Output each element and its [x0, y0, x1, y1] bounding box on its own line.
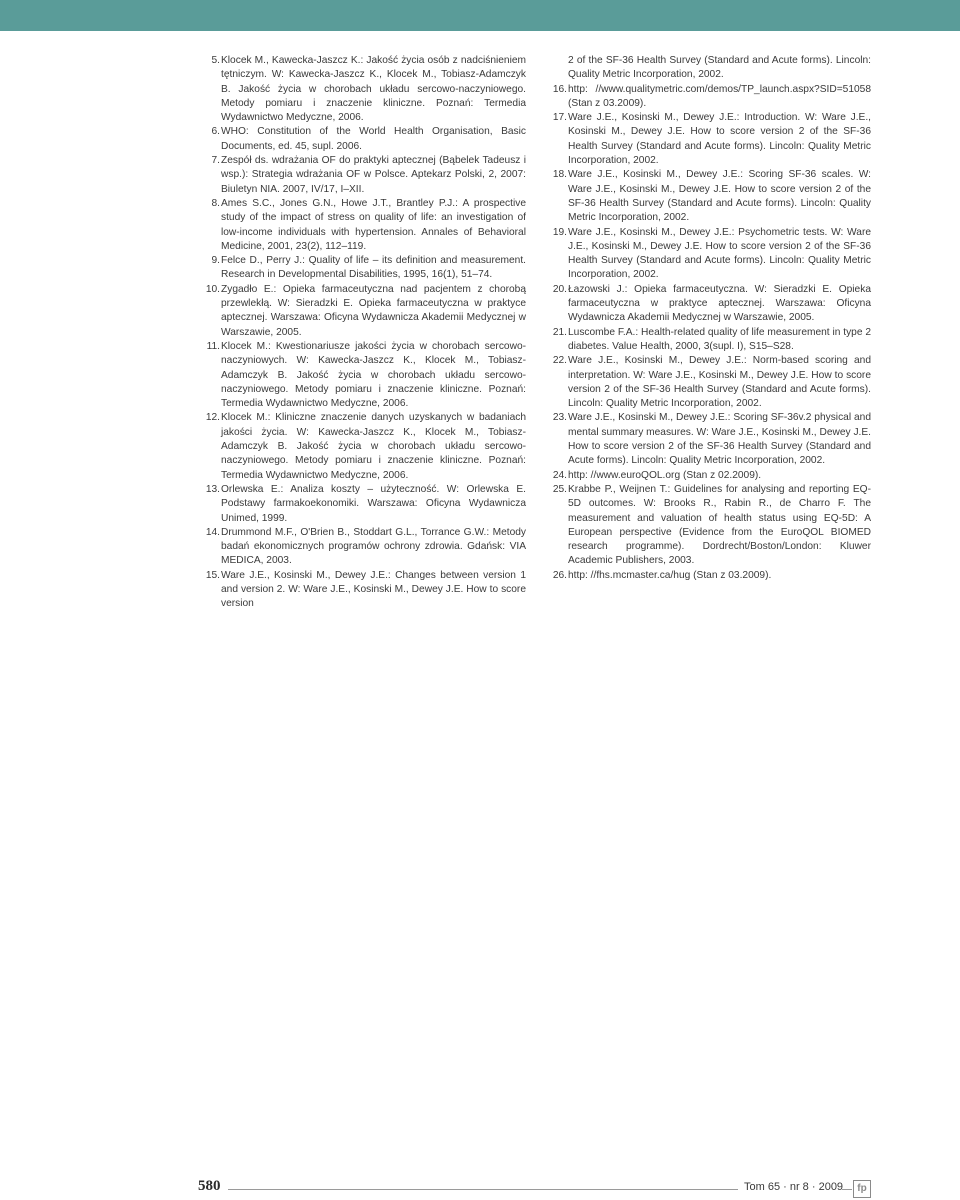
reference-item: 9. Felce D., Perry J.: Quality of life – its definition and measurement. Research in Developmental Disabilities, 1995, 16(1), 51–74. [211, 255, 526, 281]
reference-item: 19. Ware J.E., Kosinski M., Dewey J.E.: Psychometric tests. W: Ware J.E., Kosinski M., Dewey J.E. How to score version 2 of the SF-36 Health Survey (Standard and Acute forms). Lincoln: Quality Metric Incorporation, 2002. [552, 226, 871, 281]
reference-item: 12. Klocek M.: Kliniczne znaczenie danych uzyskanych w badaniach jakości życia. W: Kawecka-Jaszcz K., Klocek M., Tobiasz-Adamczyk B. Jakość życia w chorobach układu sercowo-naczyniowego. Metody pomiaru i znaczenie kliniczne. Poznań: Termedia Wydawnictwo Medyczne, 2006. [205, 412, 526, 481]
reference-continuation: 2 of the SF-36 Health Survey (Standard and Acute forms). Lincoln: Quality Metric Incorporation, 2002. [568, 55, 871, 81]
reference-item: 23. Ware J.E., Kosinski M., Dewey J.E.: Scoring SF-36v.2 physical and mental summary measures. W: Ware J.E., Kosinski M., Dewey J.E. How to score version 2 of the SF-36 Health Survey (Standard and Acute forms). Lincoln: Quality Metric Incorporation, 2002. [552, 412, 871, 467]
reference-item: 26. http: //fhs.mcmaster.ca/hug (Stan z 03.2009). [552, 569, 772, 581]
references-right-column [551, 54, 871, 583]
references-left-column [204, 54, 526, 612]
reference-item: 15. Ware J.E., Kosinski M., Dewey J.E.: Changes between version 1 and version 2. W: Ware J.E., Kosinski M., Dewey J.E. How to score version [205, 569, 526, 610]
reference-item: 8. Ames S.C., Jones G.N., Howe J.T., Brantley P.J.: A prospective study of the impact of stress on quality of life: an investigation of low-income individuals with hypertension. Annales of Behavioral Medicine, 2001, 23(2), 112–119. [211, 197, 526, 252]
reference-item: 13. Orlewska E.: Analiza koszty – użyteczność. W: Orlewska E. Podstawy farmakoekonomiki. Warszawa: Oficyna Wydawnicza Unimed, 1999. [205, 483, 526, 524]
journal-logo-icon: fp [853, 1180, 871, 1198]
reference-item: 20. Łazowski J.: Opieka farmaceutyczna. W: Sieradzki E. Opieka farmaceutyczna w praktyce aptecznej. Warszawa: Oficyna Wydawnicza Akademii Medycznej w Warszawie, 2005. [552, 283, 871, 324]
reference-item: 17. Ware J.E., Kosinski M., Dewey J.E.: Introduction. W: Ware J.E., Kosinski M., Dewey J.E. How to score version 2 of the SF-36 Health Survey (Standard and Acute forms). Lincoln: Quality Metric Incorporation, 2002. [552, 112, 871, 167]
reference-item: 5. Klocek M., Kawecka-Jaszcz K.: Jakość życia osób z nadciśnieniem tętniczym. W: Kawecka-Jaszcz K., Klocek M., Tobiasz-Adamczyk B. Jakość życia w chorobach układu sercowo-naczyniowego. Metody pomiaru i znaczenie kliniczne. Poznań: Termedia Wydawnictwo Medyczne, 2006. [211, 55, 526, 124]
reference-item: 14. Drummond M.F., O'Brien B., Stoddart G.L., Torrance G.W.: Metody badań ekonomicznych programów ochrony zdrowia. Gdańsk: VIA MEDICA, 2003. [205, 526, 526, 567]
header-color-bar [0, 0, 960, 31]
reference-item: 16. http: //www.qualitymetric.com/demos/TP_launch.aspx?SID=51058 (Stan z 03.2009). [552, 83, 871, 109]
reference-item: 7. Zespół ds. wdrażania OF do praktyki aptecznej (Bąbelek Tadeusz i wsp.): Strategia wdrażania OF w Polsce. Aptekarz Polski, 2, 2007: Biuletyn NIA. 2007, IV/17, I–XII. [211, 155, 526, 195]
footer-rule [228, 1189, 738, 1190]
reference-item: 21. Luscombe F.A.: Health-related quality of life measurement in type 2 diabetes. Value Health, 2000, 3(supl. I), S15–S28. [552, 326, 871, 352]
reference-item: 11. Klocek M.: Kwestionariusze jakości życia w chorobach sercowo-naczyniowych. W: Kawecka-Jaszcz K., Klocek M., Tobiasz-Adamczyk B. Jakość życia w chorobach układu sercowo-naczyniowego. Metody pomiaru i znaczenie kliniczne. Poznań: Termedia Wydawnictwo Medyczne, 2006. [206, 340, 526, 410]
reference-item: 25. Krabbe P., Weijnen T.: Guidelines for analysing and reporting EQ-5D outcomes. W: Brooks R., Rabin R., de Charro F. The measurement and valuation of health status using EQ-5D: A European perspective (Evidence from the EuroQOL BIOMED research programme). Dordrecht/Boston/London: Kluwer Academic Publishers, 2003. [552, 483, 871, 567]
issue-info: Tom 65 · nr 8 · 2009 [744, 1181, 844, 1193]
page-footer [0, 1176, 960, 1200]
footer-rule-short [842, 1189, 852, 1190]
reference-item: 18. Ware J.E., Kosinski M., Dewey J.E.: Scoring SF-36 scales. W: Ware J.E., Kosinski M., Dewey J.E. How to score version 2 of the SF-36 Health Survey (Standard and Acute forms). Lincoln: Quality Metric Incorporation, 2002. [552, 169, 871, 224]
reference-item: 22. Ware J.E., Kosinski M., Dewey J.E.: Norm-based scoring and interpretation. W: Ware J.E., Kosinski M., Dewey J.E. How to score version 2 of the SF-36 Health Survey (Standard and Acute forms). Lincoln: Quality Metric Incorporation, 2002. [552, 355, 871, 410]
reference-item: 6. WHO: Constitution of the World Health Organisation, Basic Documents, ed. 45, supl. 2006. [211, 126, 526, 152]
reference-item: 24. http: //www.euroQOL.org (Stan z 02.2009). [552, 469, 762, 481]
reference-item: 10. Zygadło E.: Opieka farmaceutyczna nad pacjentem z chorobą przewlekłą. W: Sieradzki E. Opieka farmaceutyczna w praktyce aptecznej. Warszawa: Oficyna Wydawnicza Akademii Medycznej w Warszawie, 2005. [205, 283, 526, 338]
page-number: 580 [198, 1178, 221, 1194]
